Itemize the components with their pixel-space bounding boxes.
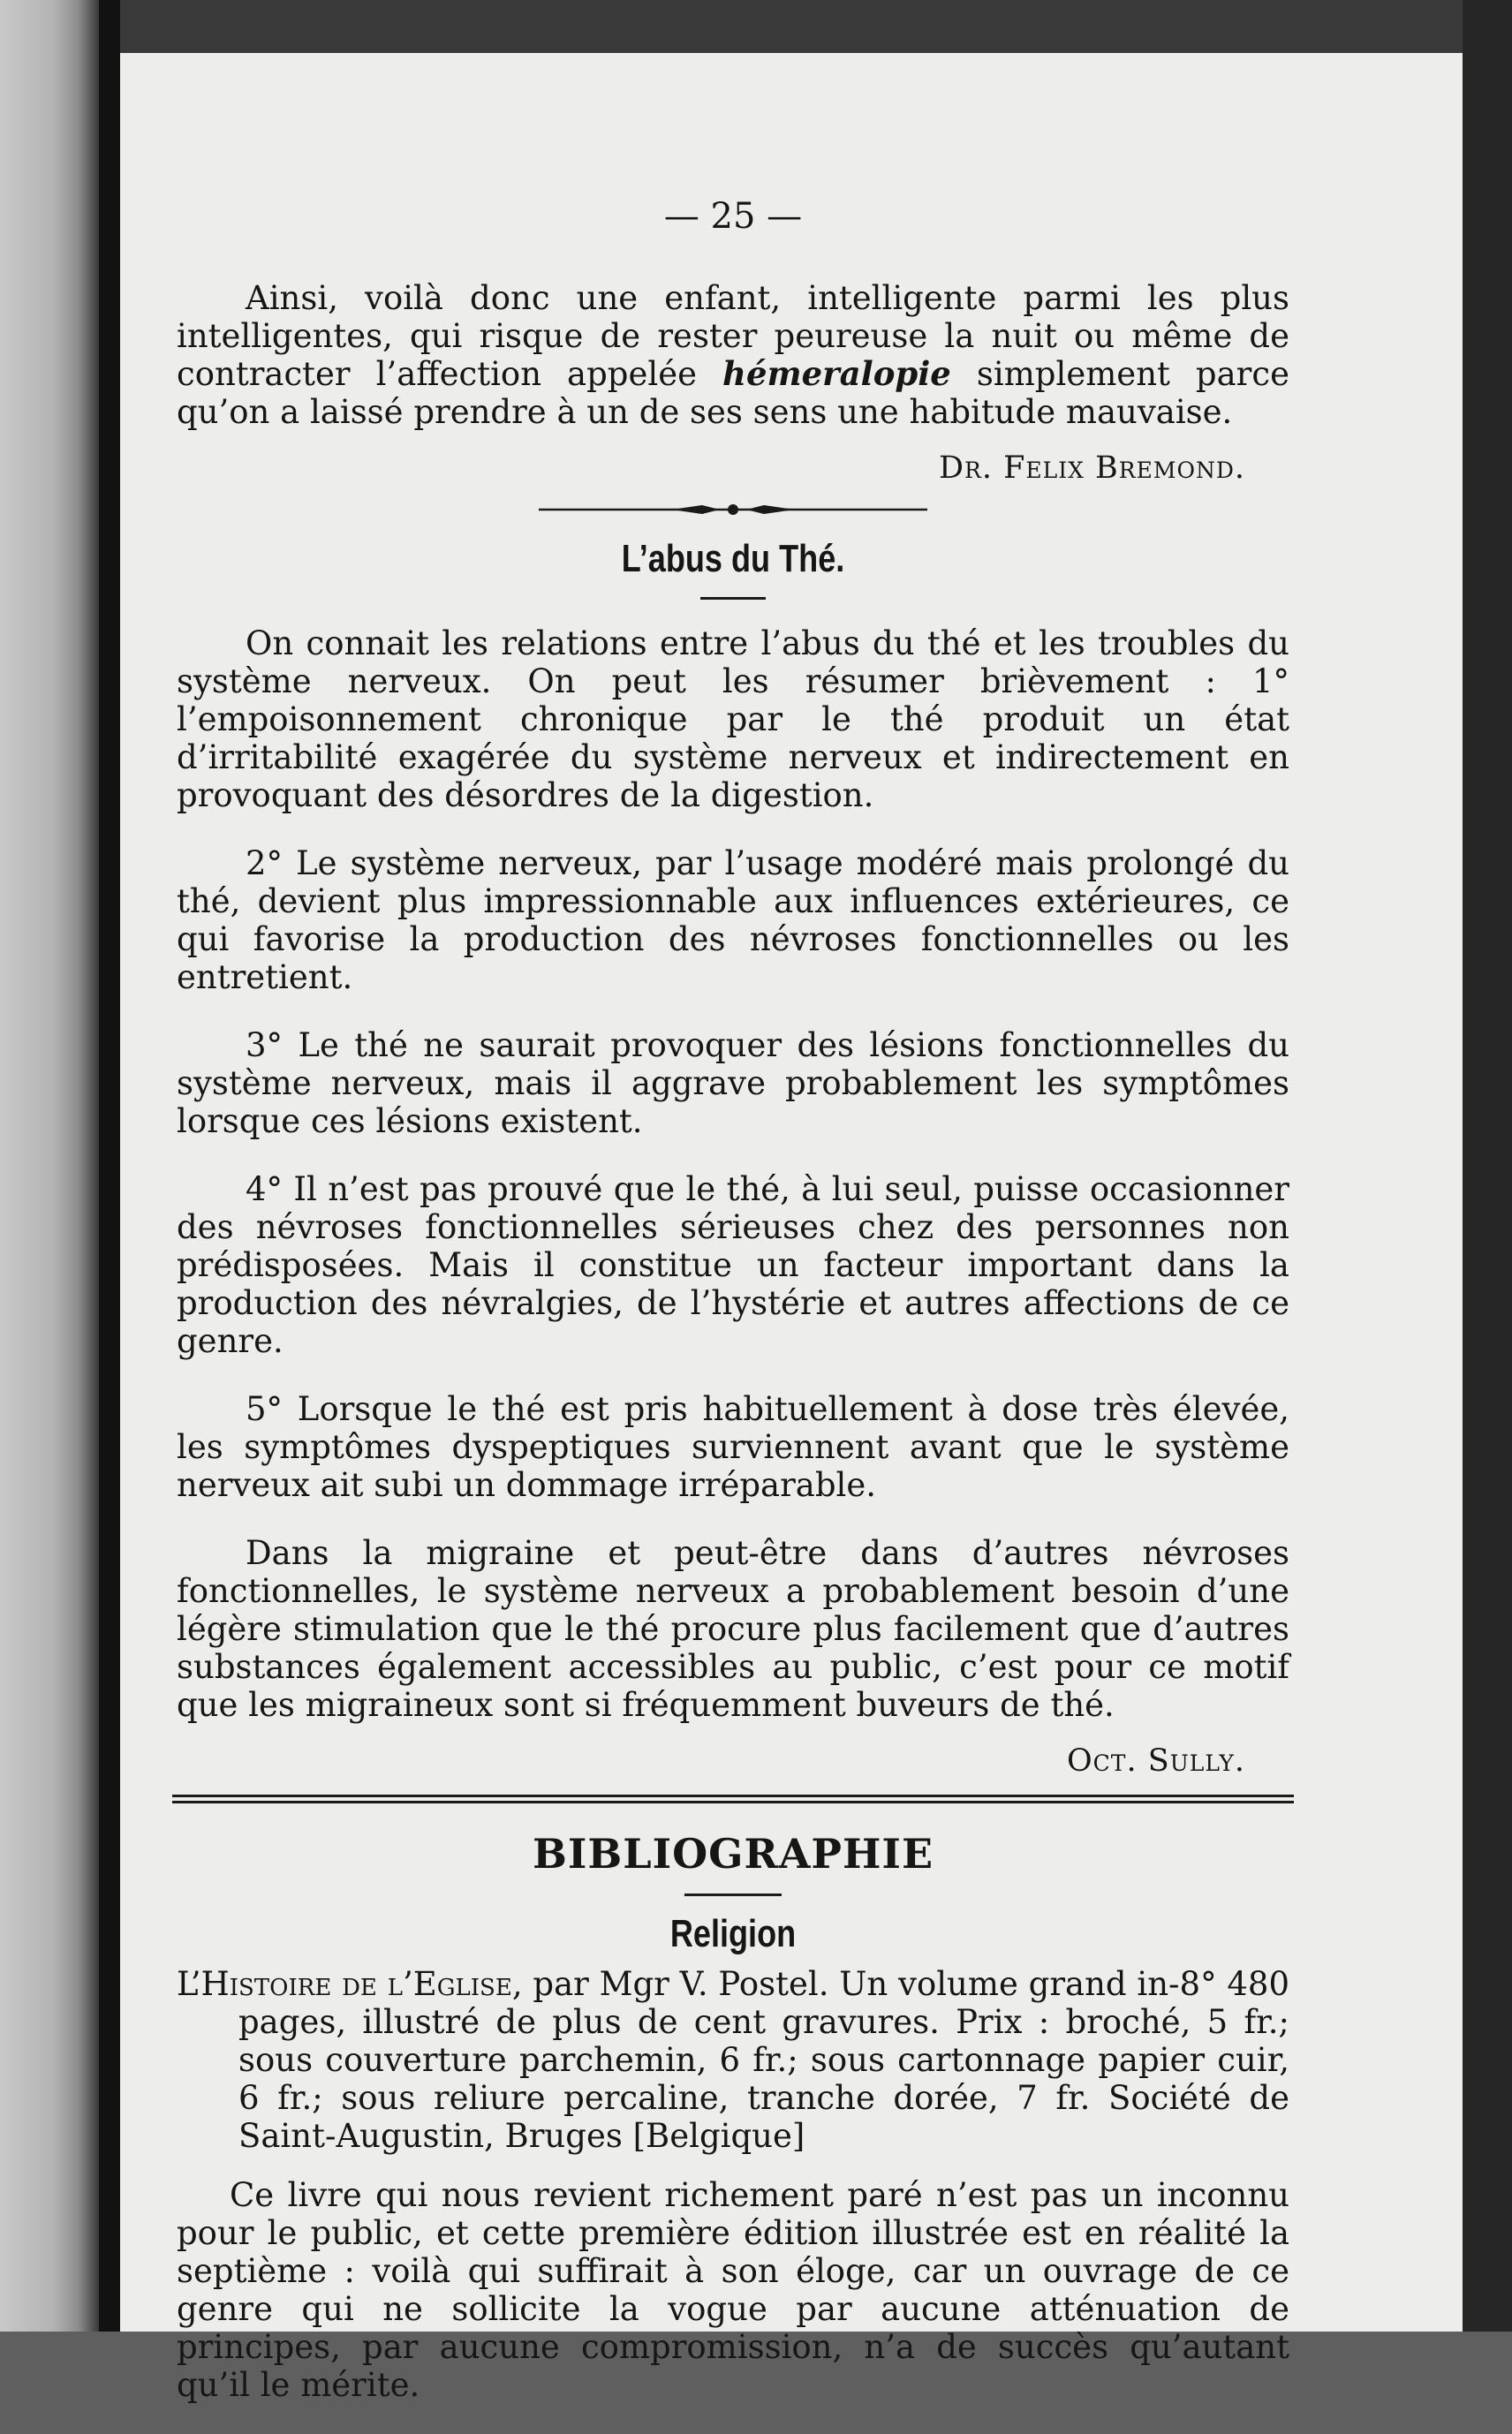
right-shadow [1463,0,1512,2332]
page-number: — 25 — [663,196,803,237]
page-content [177,196,1289,2434]
entry-title: L’Histoire de l’Eglise, [177,1965,523,2003]
article-paragraph: 2° Le système nerveux, par l’usage modéré mais prolongé du thé, devient plus impressionnable aux influences extérieures, ce qui favorise la production des névroses fonctionnelles ou les entretient. [177,844,1289,996]
article-paragraph: On connait les relations entre l’abus du thé et les troubles du système nerveux. On peut les résumer brièvement : 1° l’empoisonnement chronique par le thé produit un état d’irritabilité exagérée du système nerveux et indirectement en provoquant des désordres de la digestion. [177,624,1289,814]
top-shadow [120,0,1463,53]
left-book-edge [0,0,99,2332]
bibliography-title: BIBLIOGRAPHIE [532,1830,934,1878]
signature-sully: Oct. Sully. [1066,1743,1245,1779]
bibliography-rule [684,1894,782,1896]
bibliography-entry [177,1965,1289,2155]
section-double-rule [172,1795,1294,1803]
ornament-divider [539,502,927,518]
article-paragraph: Dans la migraine et peut-être dans d’autres névroses fonctionnelles, le système nerveux a probablement besoin d’une légère stimulation que le thé procure plus facilement que d’autres substances également accessibles au public, c’est pour ce motif que les migraineux sont si fréquemment buveurs de thé. [177,1534,1289,1724]
book-spine [99,0,120,2332]
bibliography-subtitle: Religion [669,1912,797,1955]
article-title: L’abus du Thé. [621,537,845,580]
intro-paragraph: Ainsi, voilà donc une enfant, intelligente parmi les plus intelligentes, qui risque de rester peureuse la nuit ou même de contracter l’affection appelée hémeralopie simplement parce qu’on a laissé prendre à un de ses sens une habitude mauvaise. [177,279,1289,431]
emphasized-term: hémeralopie [722,354,951,393]
article-paragraph: 4° Il n’est pas prouvé que le thé, à lui seul, puisse occasionner des névroses fonctionnelles sérieuses chez des personnes non prédisposées. Mais il constitue un facteur important dans la production des névralgies, de l’hystérie et autres affections de ce genre. [177,1170,1289,1360]
bibliography-review: Ce livre qui nous revient richement paré n’est pas un inconnu pour le public, et cette première édition illustrée est en réalité la septième : voilà qui suffirait à son éloge, car un ouvrage de ce genre qui ne sollicite la vogue par aucune atténuation de principes, par aucune compromission, n’a de succès qu’autant qu’il le mérite. [177,2176,1289,2404]
article-paragraph: 3° Le thé ne saurait provoquer des lésions fonctionnelles du système nerveux, mais il aggrave probablement les symptômes lorsque ces lésions existent. [177,1026,1289,1140]
title-rule [700,597,766,600]
signature-bremond: Dr. Felix Bremond. [938,450,1245,486]
article-paragraph: 5° Lorsque le thé est pris habituellement à dose très élevée, les symptômes dyspeptiques surviennent avant que le système nerveux ait subi un dommage irréparable. [177,1390,1289,1504]
entry-details: par Mgr V. Postel. Un volume grand in-8° 480 pages, illustré de plus de cent gravures. Prix : broché, 5 fr.; sous couverture parchemin, 6 fr.; sous cartonnage papier cuir, 6 fr.; sous reliure percaline, tranche dorée, 7 fr. Société de Saint-Augustin, Bruges [Belgique] [238,1965,1289,2155]
